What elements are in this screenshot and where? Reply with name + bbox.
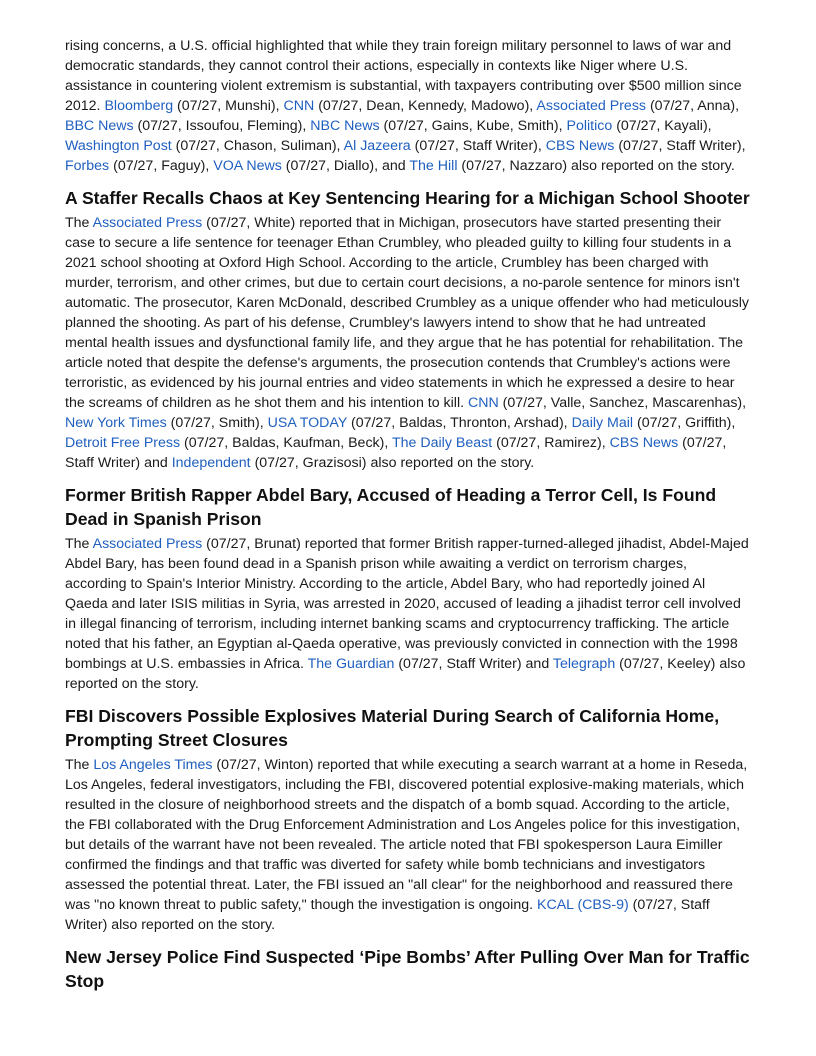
source-meta: (07/27, Issoufou, Fleming), [133, 118, 311, 134]
source-meta: (07/27, Munshi), [173, 98, 284, 114]
source-link[interactable]: CBS News [609, 435, 679, 451]
source-meta: (07/27, Diallo), and [281, 158, 410, 174]
source-link[interactable]: USA TODAY [267, 415, 348, 431]
source-link[interactable]: The Hill [409, 158, 458, 174]
source-meta: (07/27, Staff Writer) and [394, 656, 553, 672]
source-link[interactable]: Bloomberg [104, 98, 174, 114]
source-link[interactable]: Forbes [65, 158, 110, 174]
lead-source-link[interactable]: Associated Press [92, 536, 203, 552]
article-body: The Associated Press (07/27, White) reported that in Michigan, prosecutors have started presenting their case to secure a life sentence for teenager Ethan Crumbley, who pleaded guilty to killing four students in a 2021 school shooting at Oxford High School. According to the article, Crumbley has been charged with murder, terrorism, and other crimes, but due to certain court decisions, a no-parole sentence for minors isn't automatic. The prosecutor, Karen McDonald, described Crumbley as a unique offender who had meticulously planned the shooting. As part of his defense, Crumbley's lawyers intend to show that he had untreated mental health issues and dysfunctional family life, and they argue that he has potential for rehabilitation. The article noted that despite the defense's arguments, the prosecution contends that Crumbley's actions were terroristic, as evidenced by his journal entries and video statements in which he expressed a desire to hear the screams of children as he shot them and his intention to kill. CNN (07/27, Valle, Sanchez, Mascarenhas), New York Times (07/27, Smith), USA TODAY (07/27, Baldas, Thronton, Arshad), Daily Mail (07/27, Griffith), Detroit Free Press (07/27, Baldas, Kaufman, Beck), The Daily Beast (07/27, Ramirez), CBS News (07/27, Staff Writer) and Independent (07/27, Grazisosi) also reported on the story. [65, 215, 750, 471]
article-body: The Associated Press (07/27, Brunat) reported that former British rapper-turned-alleged jihadist, Abdel-Majed Abdel Bary, has been found dead in a Spanish prison while awaiting a verdict on terrorism charges, according to Spain's Interior Ministry. According to the article, Abdel Bary, who had reportedly joined Al Qaeda and later ISIS militias in Syria, was arrested in 2020, accused of leading a jihadist terror cell involved in illegal financing of terrorism, including internet banking scams and cryptocurrency trafficking. The article noted that his father, an Egyptian al-Qaeda operative, was previously convicted in connection with the 1998 bombings at U.S. embassies in Africa. The Guardian (07/27, Staff Writer) and Telegraph (07/27, Keeley) also reported on the story. [65, 536, 749, 692]
source-link[interactable]: Washington Post [65, 138, 172, 154]
source-meta: (07/27, Baldas, Thronton, Arshad), [347, 415, 572, 431]
source-meta: (07/27, Valle, Sanchez, Mascarenhas), [498, 395, 747, 411]
source-meta: (07/27, Faguy), [109, 158, 214, 174]
source-meta: (07/27, Baldas, Kaufman, Beck), [180, 435, 392, 451]
source-meta: (07/27, Grazisosi) also reported on the story. [250, 455, 535, 471]
source-meta: (07/27, Staff Writer) and [65, 435, 727, 471]
lead-source-link[interactable]: Associated Press [92, 215, 203, 231]
source-link[interactable]: NBC News [310, 118, 380, 134]
source-link[interactable]: VOA News [213, 158, 282, 174]
source-meta: (07/27, Griffith), [633, 415, 736, 431]
source-link[interactable]: Daily Mail [571, 415, 634, 431]
source-meta: (07/27, Keeley) also reported on the story. [65, 656, 746, 692]
source-meta: (07/27, Smith), [166, 415, 268, 431]
source-meta: (07/27, Staff Writer), [410, 138, 546, 154]
source-meta: (07/27, Staff Writer) also reported on the story. [65, 897, 710, 933]
source-link[interactable]: New York Times [65, 415, 167, 431]
source-link[interactable]: The Guardian [307, 656, 395, 672]
source-meta: (07/27, Chason, Suliman), [171, 138, 344, 154]
source-link[interactable]: The Daily Beast [392, 435, 493, 451]
source-meta: (07/27, Anna), [646, 98, 740, 114]
article-headline: FBI Discovers Possible Explosives Material During Search of California Home, Prompting Street Closures [65, 706, 720, 750]
source-meta: (07/27, Ramirez), [492, 435, 610, 451]
source-meta: (07/27, Dean, Kennedy, Madowo), [314, 98, 537, 114]
source-link[interactable]: Al Jazeera [343, 138, 411, 154]
source-link[interactable]: Detroit Free Press [65, 435, 181, 451]
lead-source-link[interactable]: Los Angeles Times [93, 757, 213, 773]
article-text: (07/27, White) reported that in Michigan, prosecutors have started presenting their case to secure a life sentence for teenager Ethan Crumbley, who pleaded guilty to killing four students in a 2021 school shooting at Oxford High School. According to the article, Crumbley has been charged with murder, terrorism, and other crimes, but due to certain court decisions, a no-parole sentence for minors isn't automatic. The prosecutor, Karen McDonald, described Crumbley as a unique offender who had meticulously planned the shooting. As part of his defense, Crumbley's lawyers intend to show that he had untreated mental health issues and dysfunctional family life, and they argue that he has potential for rehabilitation. The article noted that despite the defense's arguments, the prosecution contends that Crumbley's actions were terroristic, as evidenced by his journal entries and video statements in which he expressed a desire to hear the screams of children as he shot them and his intention to kill. [65, 215, 750, 411]
source-meta: (07/27, Staff Writer), [614, 138, 746, 154]
intro-paragraph [65, 36, 750, 176]
source-link[interactable]: Independent [171, 455, 251, 471]
source-link[interactable]: BBC News [65, 118, 134, 134]
article-text: (07/27, Brunat) reported that former British rapper-turned-alleged jihadist, Abdel-Majed Abdel Bary, has been found dead in a Spanish prison while awaiting a verdict on terrorism charges, according to Spain's Interior Ministry. According to the article, Abdel Bary, who had reportedly joined Al Qaeda and later ISIS militias in Syria, was arrested in 2020, accused of leading a jihadist terror cell involved in illegal financing of terrorism, including internet banking scams and cryptocurrency trafficking. The article noted that his father, an Egyptian al-Qaeda operative, was previously convicted in connection with the 1998 bombings at U.S. embassies in Africa. [65, 536, 749, 672]
source-link[interactable]: KCAL (CBS-9) [536, 897, 629, 913]
source-link[interactable]: CNN [283, 98, 315, 114]
article-headline: Former British Rapper Abdel Bary, Accused of Heading a Terror Cell, Is Found Dead in Spanish Prison [65, 485, 717, 529]
source-link[interactable]: CNN [467, 395, 499, 411]
source-link[interactable]: Telegraph [552, 656, 616, 672]
article-headline: A Staffer Recalls Chaos at Key Sentencing Hearing for a Michigan School Shooter [65, 188, 750, 208]
source-link[interactable]: Associated Press [536, 98, 647, 114]
source-link[interactable]: CBS News [545, 138, 615, 154]
source-meta: (07/27, Gains, Kube, Smith), [379, 118, 567, 134]
source-meta: (07/27, Kayali), [612, 118, 712, 134]
source-link[interactable]: Politico [566, 118, 613, 134]
source-meta: (07/27, Nazzaro) also reported on the story. [457, 158, 735, 174]
article-body: The Los Angeles Times (07/27, Winton) reported that while executing a search warrant at a home in Reseda, Los Angeles, federal investigators, including the FBI, discovered potential explosive-making materials, which resulted in the closure of neighborhood streets and the dispatch of a bomb squad. According to the article, the FBI collaborated with the Drug Enforcement Administration and Los Angeles police for this investigation, but details of the warrant have not been revealed. The article noted that FBI spokesperson Laura Eimiller confirmed the findings and that traffic was diverted for safety while bomb technicians and investigators assessed the potential threat. Later, the FBI issued an "all clear" for the neighborhood and reassured there was "no known threat to public safety," though the investigation is ongoing. KCAL (CBS-9) (07/27, Staff Writer) also reported on the story. [65, 757, 748, 933]
article-text: (07/27, Winton) reported that while executing a search warrant at a home in Reseda, Los Angeles, federal investigators, including the FBI, discovered potential explosive-making materials, which resulted in the closure of neighborhood streets and the dispatch of a bomb squad. According to the article, the FBI collaborated with the Drug Enforcement Administration and Los Angeles police for this investigation, but details of the warrant have not been revealed. The article noted that FBI spokesperson Laura Eimiller confirmed the findings and that traffic was diverted for safety while bomb technicians and investigators assessed the potential threat. Later, the FBI issued an "all clear" for the neighborhood and reassured there was "no known threat to public safety," though the investigation is ongoing. [65, 757, 748, 913]
article-headline: New Jersey Police Find Suspected ‘Pipe Bombs’ After Pulling Over Man for Traffic Stop [65, 947, 750, 991]
intro-text: rising concerns, a U.S. official highlighted that while they train foreign military personnel to laws of war and democratic standards, they cannot control their actions, especially in contexts like Niger where U.S. assistance in countering violent extremism is substantial, with taxpayers contributing over $500 million since 2012. [65, 38, 742, 114]
